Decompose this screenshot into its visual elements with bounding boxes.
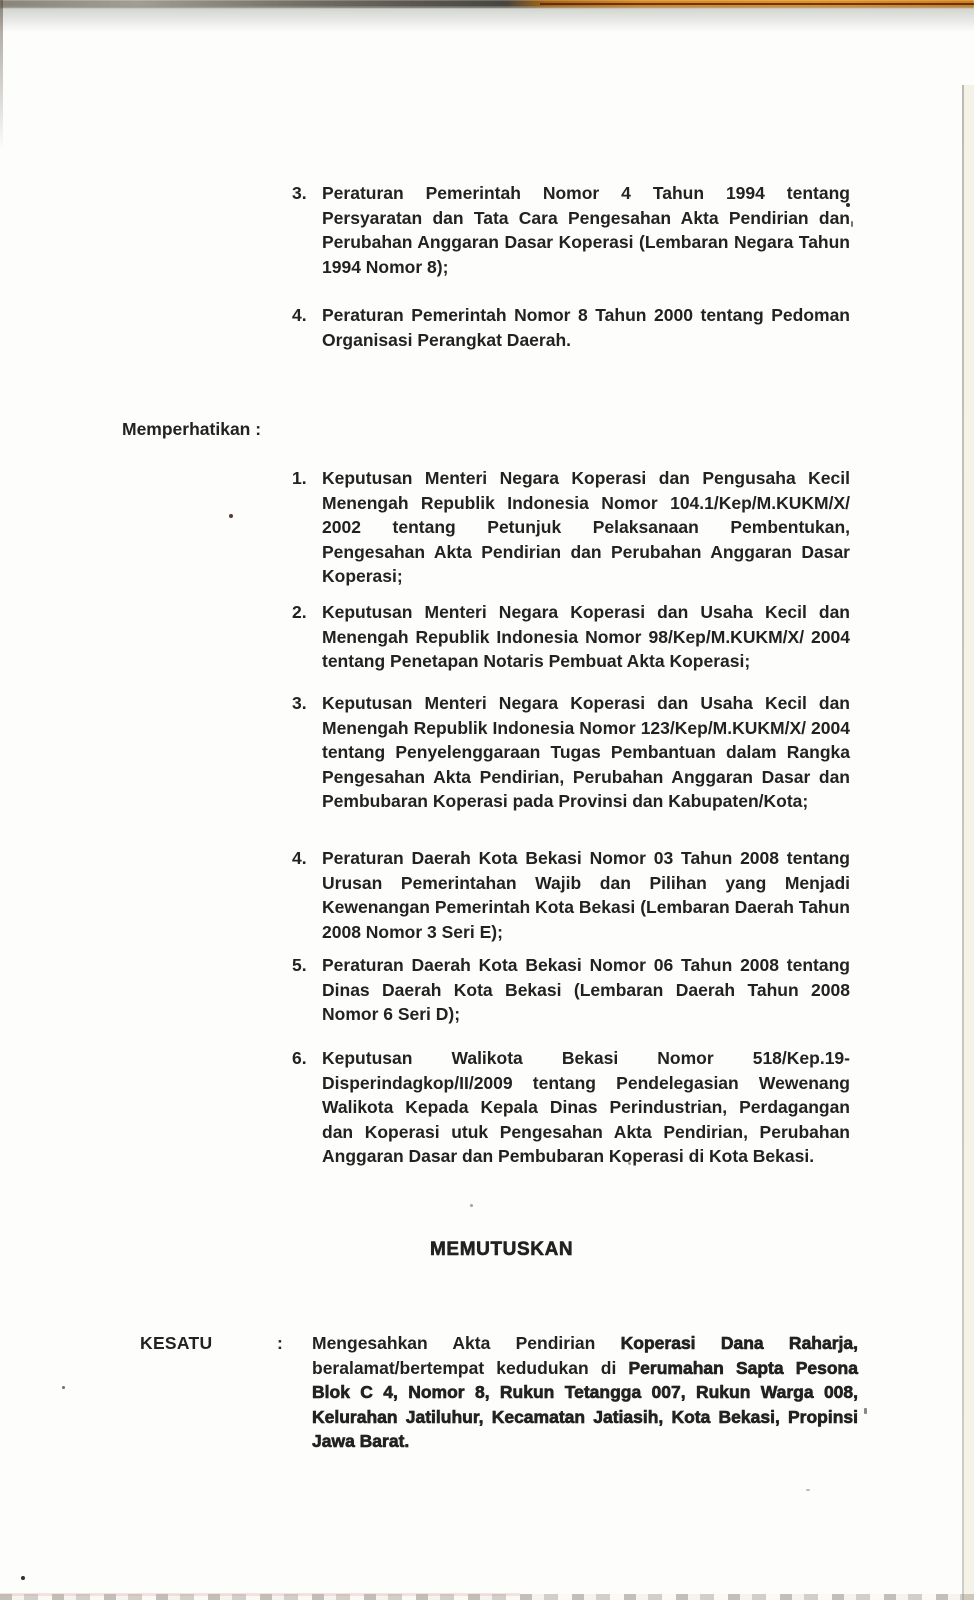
- list-item: [292, 600, 850, 674]
- list-item-number: 3.: [292, 693, 307, 713]
- memutuskan-heading: MEMUTUSKAN: [430, 1239, 574, 1260]
- kesatu-colon: :: [277, 1333, 283, 1353]
- list-item-number: 1.: [292, 468, 307, 488]
- list-item-text: Peraturan Daerah Kota Bekasi Nomor 03 Tahun 2008 tentang Urusan Pemerintahan Wajib dan Pilihan yang Menjadi Kewenangan Pemerintah Kota Bekasi (Lembaran Daerah Tahun 2008 Nomor 3 Seri E);: [322, 848, 850, 942]
- list-item: [292, 181, 850, 279]
- list-item: [292, 466, 850, 589]
- list-item: [292, 1046, 850, 1169]
- kesatu-lead: Mengesahkan Akta Pendirian: [312, 1333, 596, 1353]
- kesatu-text: [312, 1331, 858, 1454]
- list-item-number: 4.: [292, 848, 307, 868]
- list-item-number: 5.: [292, 955, 307, 975]
- scan-speck: [21, 1576, 25, 1580]
- list-item: [292, 953, 850, 1027]
- list-item-number: 6.: [292, 1048, 307, 1068]
- scan-right-margin: [964, 85, 974, 1600]
- kesatu-middle: beralamat/bertempat kedudukan di: [312, 1357, 617, 1378]
- list-item-text: Peraturan Daerah Kota Bekasi Nomor 06 Tahun 2008 tentang Dinas Daerah Kota Bekasi (Lembaran Daerah Tahun 2008 Nomor 6 Seri D);: [322, 955, 850, 1024]
- scan-speck: [806, 1489, 810, 1491]
- scan-speck: [851, 221, 853, 227]
- list-item-text: Keputusan Walikota Bekasi Nomor 518/Kep.19-Disperindagkop/II/2009 tentang Pendelegasian Wewenang Walikota Kepada Kepala Dinas Perindustrian, Perdagangan dan Koperasi utuk Pengesahan Akta Pendirian, Perubahan Anggaran Dasar dan Pembubaran Koperasi di Kota Bekasi.: [322, 1048, 850, 1166]
- list-item-text: Peraturan Pemerintah Nomor 4 Tahun 1994 tentang Persyaratan dan Tata Cara Pengesahan Akta Pendirian dan Perubahan Anggaran Dasar Koperasi (Lembaran Negara Tahun 1994 Nomor 8);: [322, 183, 850, 277]
- list-item-text: Peraturan Pemerintah Nomor 8 Tahun 2000 tentang Pedoman Organisasi Perangkat Daerah.: [322, 305, 850, 350]
- list-item-number: 2.: [292, 602, 307, 622]
- scan-speck: [864, 1408, 867, 1414]
- scan-bottom-tint: [0, 1593, 520, 1596]
- list-item-text: Keputusan Menteri Negara Koperasi dan Usaha Kecil dan Menengah Republik Indonesia Nomor 98/Kep/M.KUKM/X/ 2004 tentang Penetapan Notaris Pembuat Akta Koperasi;: [322, 602, 850, 671]
- list-item-text: Keputusan Menteri Negara Koperasi dan Usaha Kecil dan Menengah Republik Indonesia Nomor 123/Kep/M.KUKM/X/ 2004 tentang Penyelenggaraan Tugas Pembantuan dalam Rangka Pengesahan Akta Pendirian, Perubahan Anggaran Dasar dan Pembubaran Koperasi pada Provinsi dan Kabupaten/Kota;: [322, 693, 850, 811]
- scan-top-shadow: [0, 6, 974, 32]
- list-item-number: 3.: [292, 183, 307, 203]
- scan-speck: [470, 1204, 473, 1207]
- cooperative-name: Koperasi Dana Raharja,: [620, 1333, 858, 1353]
- kesatu-term: KESATU: [140, 1333, 213, 1353]
- scan-speck: [62, 1386, 65, 1389]
- list-item: [292, 846, 850, 944]
- scan-speck: [229, 514, 233, 518]
- scan-top-edge-line: [540, 3, 974, 5]
- list-item: [292, 303, 850, 352]
- list-item-number: 4.: [292, 305, 307, 325]
- cooperative-address: Perumahan Sapta Pesona Blok C 4, Nomor 8, Rukun Tetangga 007, Rukun Warga 008, Kelurahan Jatiluhur, Kecamatan Jatiasih, Kota Bekasi, Propinsi Jawa Barat.: [312, 1357, 858, 1451]
- list-item: [292, 691, 850, 814]
- memperhatikan-label: Memperhatikan :: [122, 419, 262, 439]
- scan-left-edge: [0, 0, 3, 150]
- list-item-text: Keputusan Menteri Negara Koperasi dan Pengusaha Kecil Menengah Republik Indonesia Nomor 104.1/Kep/M.KUKM/X/ 2002 tentang Petunjuk Pelaksanaan Pembentukan, Pengesahan Akta Pendirian dan Perubahan Anggaran Dasar Koperasi;: [322, 468, 850, 586]
